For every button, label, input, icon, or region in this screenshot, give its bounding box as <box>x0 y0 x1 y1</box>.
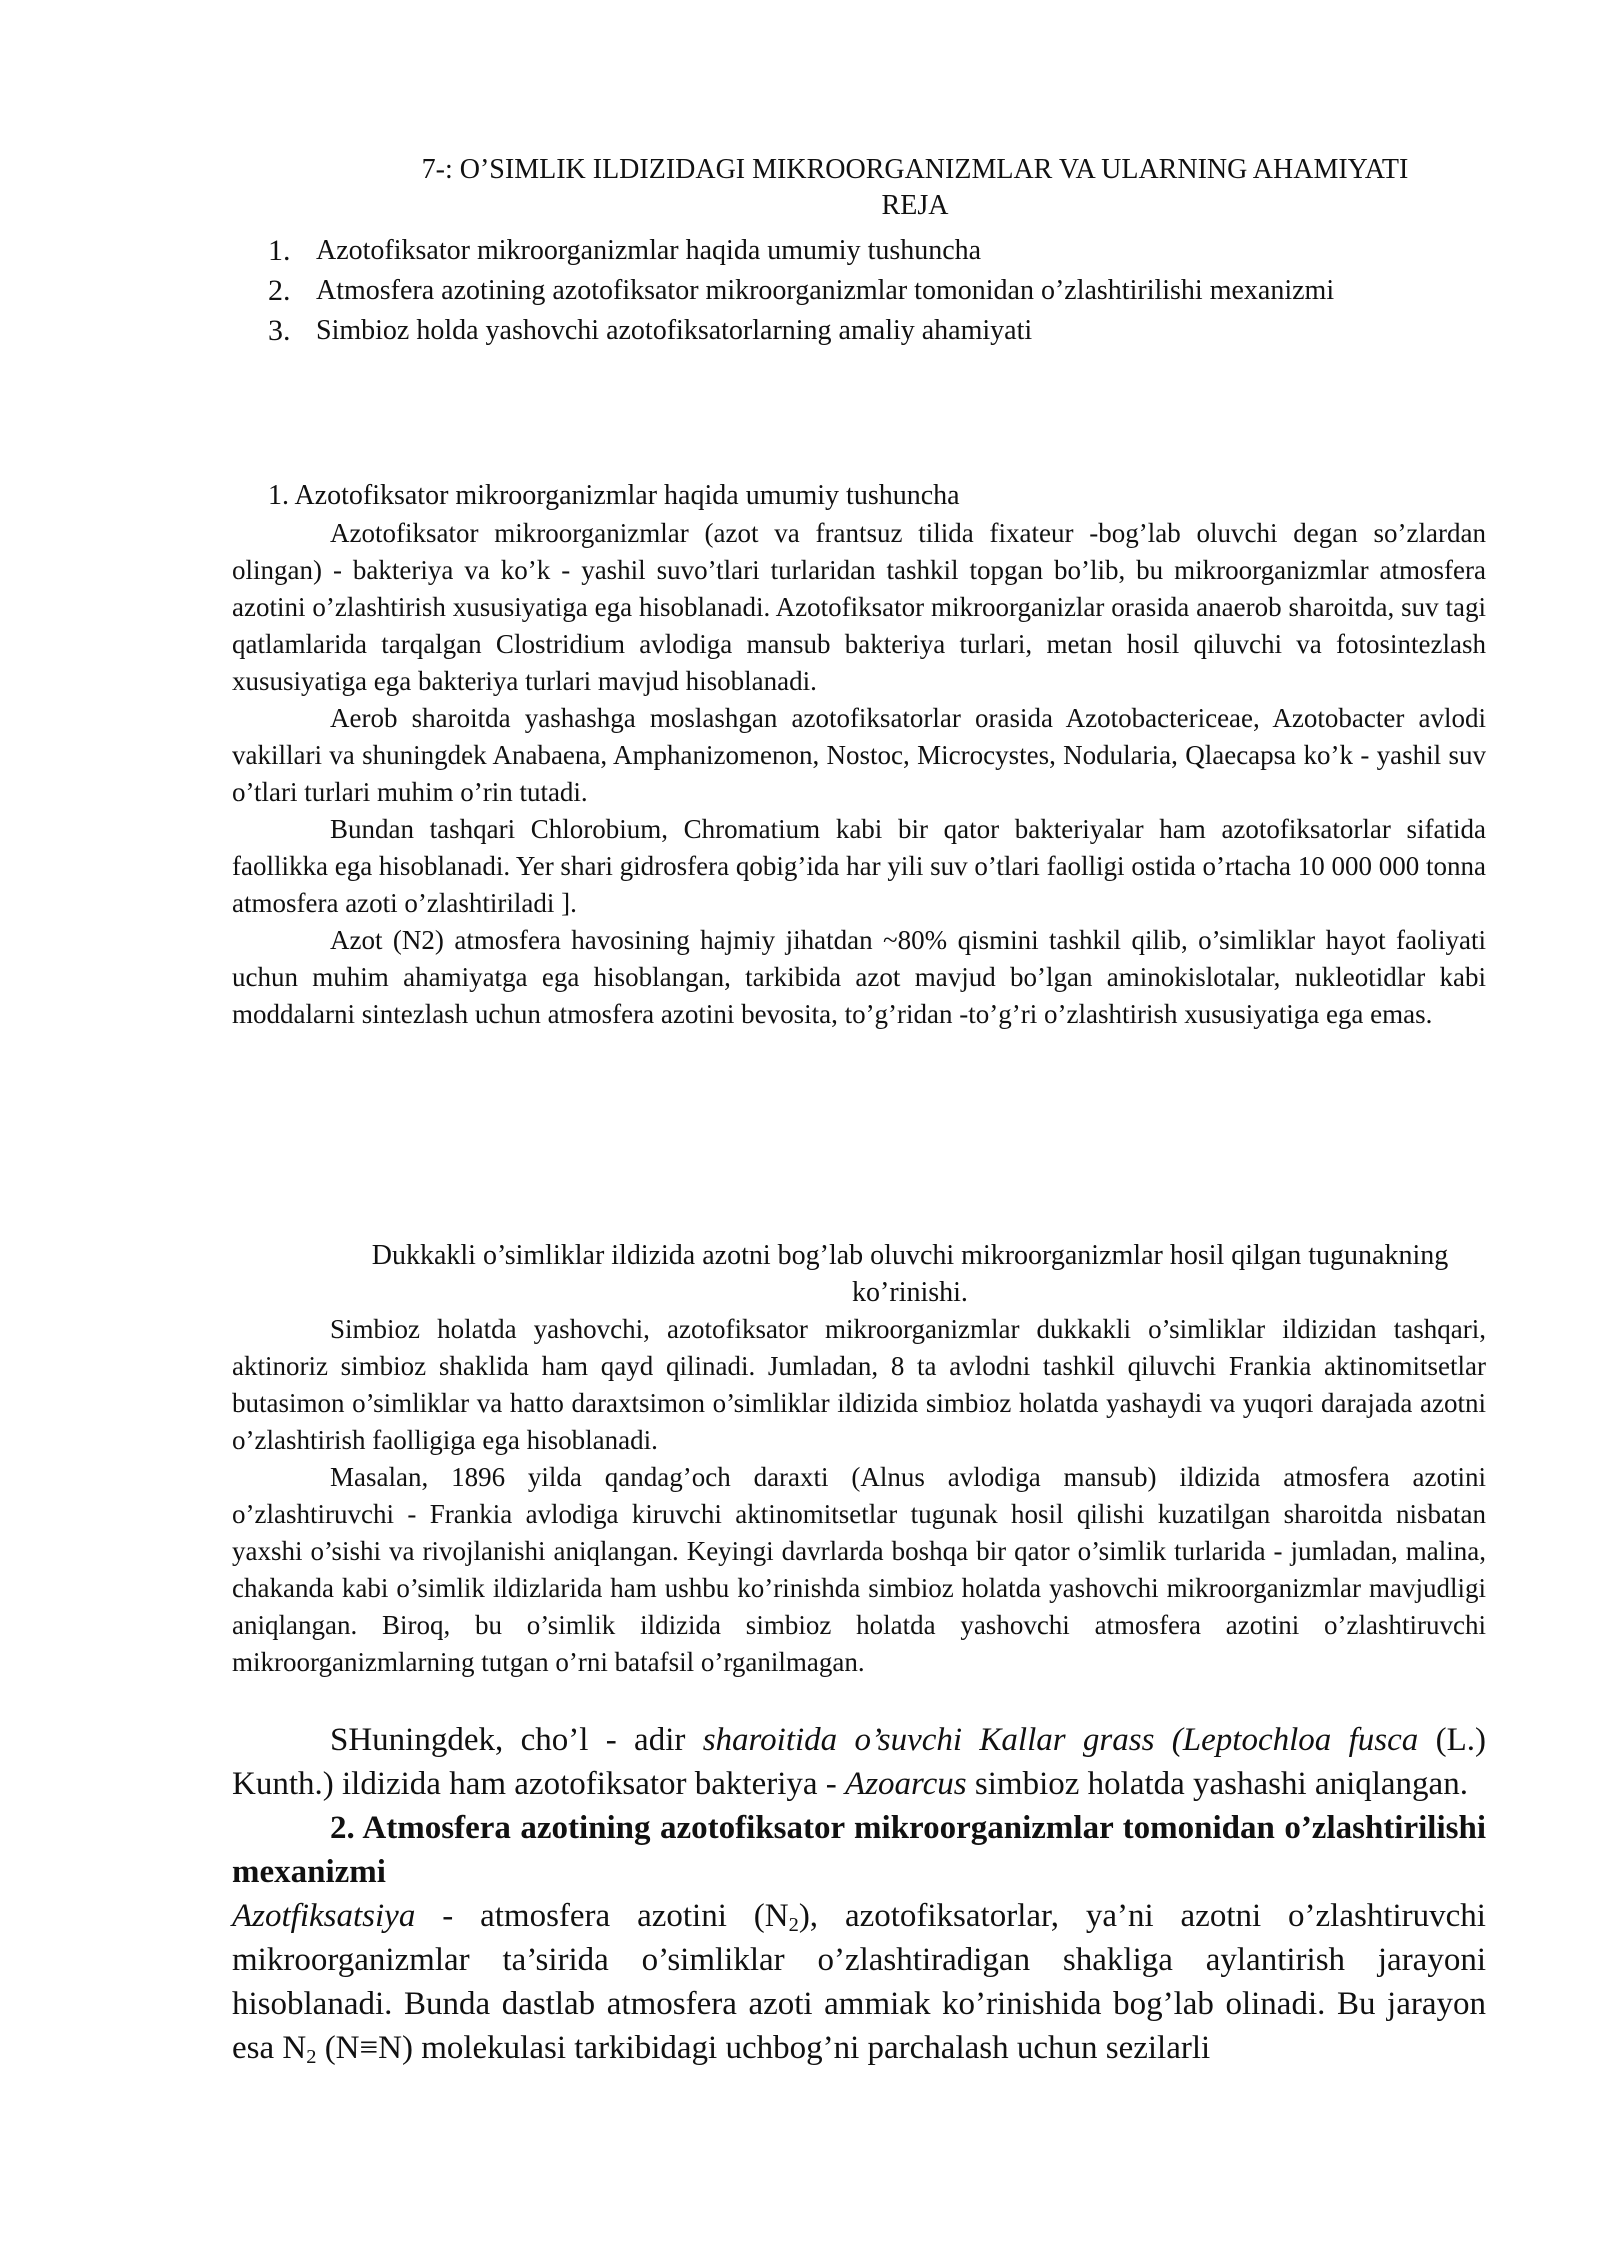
paragraph: Bundan tashqari Chlorobium, Chromatium kabi bir qator bakteriyalar ham azotofiksatorlar sifatida faollikka ega hisoblanadi. Yer shari gidrosfera qobig’ida har yili suv o’tlari faolligi ostida o’rtacha 10 000 000 tonna atmosfera azoti o’zlashtiriladi ]. <box>232 814 1486 918</box>
plan-item-text: Atmosfera azotining azotofiksator mikroorganizmlar tomonidan o’zlashtirilishi mexanizmi <box>316 275 1335 306</box>
plan-list <box>268 232 1486 350</box>
plan-item <box>268 232 1486 270</box>
text-run: - atmosfera azotini (N <box>415 1898 789 1934</box>
paragraph: Aerob sharoitda yashashga moslashgan azotofiksatorlar orasida Azotobactericeae, Azotobacter avlodi vakillari va shuningdek Anabaena, Amphanizomenon, Nostoc, Microcystes, Nodularia, Qlaecapsa ko’k - yashil suv o’tlari turlari muhim o’rin tutadi. <box>232 703 1486 807</box>
text-run: SHuningdek, cho’l - adir <box>330 1722 703 1758</box>
section2-block <box>232 1718 1486 2070</box>
italic-run: sharoitida o’suvchi Kallar grass (Leptochloa fusca <box>702 1722 1419 1758</box>
paragraph: Masalan, 1896 yilda qandag’och daraxti (Alnus avlodiga mansub) ildizida atmosfera azotini o’zlashtiruvchi - Frankia avlodiga kiruvchi aktinomitsetlar tugunak hosil qilishi kuzatilgan sharoitda nisbatan yaxshi o’sishi va rivojlanishi aniqlangan. Keyingi davrlarda boshqa bir qator o’simlik turlarida - jumladan, malina, chakanda kabi o’simlik ildizlarida ham ushbu ko’rinishda simbioz holatda yashovchi mikroorganizmlar mavjudligi aniqlangan. Biroq, bu o’simlik ildizida simbioz holatda yashovchi atmosfera azotini o’zlashtiruvchi mikroorganizmlarning tutgan o’rni batafsil o’rganilmagan. <box>232 1462 1486 1677</box>
figure-caption: Dukkakli o’simliklar ildizida azotni bog’lab oluvchi mikroorganizmlar hosil qilgan tugunakning ko’rinishi. <box>371 1240 1449 1308</box>
italic-run: Azoarcus <box>845 1766 967 1802</box>
document-title <box>300 152 1530 224</box>
subscript: 2 <box>306 2046 317 2069</box>
section2-heading: 2. Atmosfera azotining azotofiksator mikroorganizmlar tomonidan o’zlashtirilishi mexanizmi <box>232 1810 1486 1890</box>
paragraph <box>232 1894 1486 2070</box>
title-line: 7-: O’SIMLIK ILDIZIDAGI MIKROORGANIZMLAR VA ULARNING AHAMIYATI <box>421 154 1409 185</box>
paragraph: Azot (N2) atmosfera havosining hajmiy jihatdan ~80% qismini tashkil qilib, o’simliklar hayot faoliyati uchun muhim ahamiyatga ega hisoblangan, tarkibida azot mavjud bo’lgan aminokislotalar, nukleotidlar kabi moddalarni sintezlash uchun atmosfera azotini bevosita, to’g’ridan -to’g’ri o’zlashtirish xususiyatiga ega emas. <box>232 925 1486 1029</box>
plan-item-number: 1. <box>268 234 291 267</box>
text-run: (L.) Kunth.) ildizida ham azotofiksator bakteriya - <box>232 1722 1487 1802</box>
text-run: ), azotofiksatorlar, ya’ni azotni o’zlashtiruvchi mikroorganizmlar ta’sirida o’simliklar o’zlashtiradigan shakliga aylantirish jarayoni hisoblanadi. Bunda dastlab atmosfera azoti ammiak ko’rinishida bog’lab olinadi. Bu jarayon esa N <box>232 1898 1486 2066</box>
paragraph: Simbioz holatda yashovchi, azotofiksator mikroorganizmlar dukkakli o’simliklar ildizidan tashqari, aktinoriz simbioz shaklida ham qayd qilinadi. Jumladan, 8 ta avlodni tashkil qiluvchi Frankia aktinomitsetlar butasimon o’simliklar va hatto daraxtsimon o’simliklar ildizida simbioz holatda yashaydi va yuqori darajada azotni o’zlashtirish faolligiga ega hisoblanadi. <box>232 1314 1486 1455</box>
plan-item-number: 2. <box>268 274 291 307</box>
term-italic: Azotfiksatsiya <box>232 1898 416 1934</box>
paragraph <box>232 1718 1486 1806</box>
plan-item <box>268 272 1486 310</box>
plan-heading: REJA <box>881 190 949 221</box>
plan-item-text: Simbioz holda yashovchi azotofiksatorlarning amaliy ahamiyati <box>316 315 1033 346</box>
text-run: simbioz holatda yashashi aniqlangan. <box>966 1766 1468 1802</box>
plan-item <box>268 312 1486 350</box>
symbiosis-body <box>232 1311 1486 1681</box>
paragraph: Azotofiksator mikroorganizmlar (azot va frantsuz tilida fixateur -bog’lab oluvchi degan so’zlardan olingan) - bakteriya va ko’k - yashil suvo’tlari turlaridan tashkil topgan bo’lib, bu mikroorganizmlar atmosfera azotini o’zlashtirish xususiyatiga ega hisoblanadi. Azotofiksator mikroorganizlar orasida anaerob sharoitda, suv tagi qatlamlarida tarqalgan Clostridium avlodiga mansub bakteriya turlari, metan hosil qiluvchi va fotosintezlash xususiyatiga ega bakteriya turlari mavjud hisoblanadi. <box>232 518 1486 696</box>
section1-body <box>232 515 1486 1033</box>
subscript: 2 <box>788 1914 799 1937</box>
plan-item-number: 3. <box>268 314 291 347</box>
section1-heading: 1. Azotofiksator mikroorganizmlar haqida umumiy tushuncha <box>268 480 960 511</box>
text-run: (N≡N) molekulasi tarkibidagi uchbog’ni parchalash uchun sezilarli <box>316 2030 1211 2066</box>
plan-item-text: Azotofiksator mikroorganizmlar haqida umumiy tushuncha <box>316 235 982 266</box>
